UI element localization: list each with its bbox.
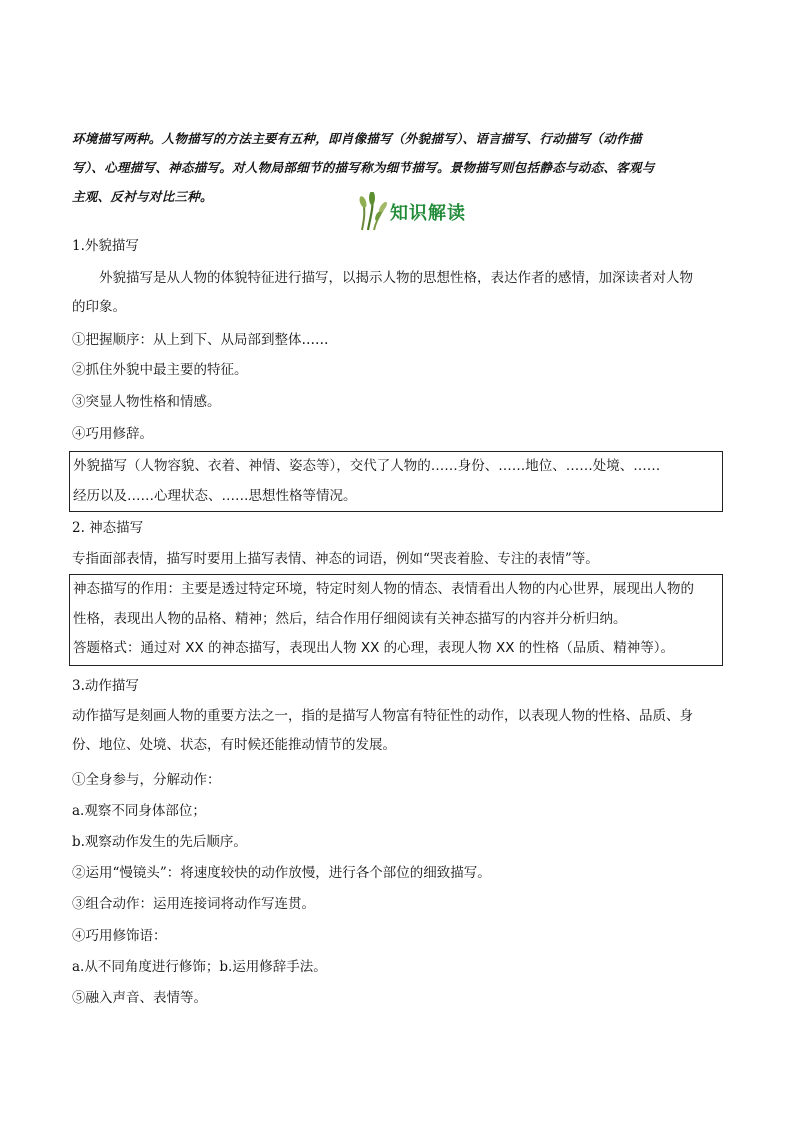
box-line: 答题格式：通过对 XX 的神态描写，表现出人物 XX 的心理，表现人物 XX 的性格（品质、精神等）。 xyxy=(73,640,674,656)
list-item: a.观察不同身体部位； xyxy=(72,803,206,819)
box-line: 性格，表现出人物的品格、精神；然后，结合作用仔细阅读有关神态描写的内容并分析归纳。 xyxy=(73,610,627,627)
section-title xyxy=(356,190,466,234)
appearance-description xyxy=(72,264,722,322)
list-item: ③组合动作：运用连接词将动作写连贯。 xyxy=(72,896,315,912)
list-item: a.从不同角度进行修饰；b.运用修辞手法。 xyxy=(72,959,327,975)
list-item: ③突显人物性格和情感。 xyxy=(72,394,221,410)
list-item: ②抓住外貌中最主要的特征。 xyxy=(72,362,248,378)
list-item: ①把握顺序：从上到下、从局部到整体…… xyxy=(72,332,329,348)
action-description xyxy=(72,702,722,760)
heading-action: 3.动作描写 xyxy=(72,678,139,694)
box-line: 经历以及……心理状态、……思想性格等情况。 xyxy=(73,487,357,504)
paragraph-line: 动作描写是刻画人物的重要方法之一，指的是描写人物富有特征性的动作，以表现人物的性格、品质、身 xyxy=(72,708,693,724)
list-item: b.观察动作发生的先后顺序。 xyxy=(72,834,247,850)
list-item: ②运用“慢镜头”：将速度较快的动作放慢，进行各个部位的细致描写。 xyxy=(72,865,491,881)
box-line: 外貌描写（人物容貌、衣着、神情、姿态等），交代了人物的……身份、……地位、……处境、…… xyxy=(73,458,661,474)
list-item: ④巧用修辞。 xyxy=(72,426,153,442)
appearance-summary-box xyxy=(69,451,723,512)
expression-function-box xyxy=(69,574,723,666)
heading-appearance: 1.外貌描写 xyxy=(72,238,139,254)
paragraph-line: 外貌描写是从人物的体貌特征进行描写，以揭示人物的思想性格，表达作者的感情，加深读者对人物 xyxy=(99,270,693,286)
grass-icon xyxy=(356,192,388,232)
paragraph-line: 的印象。 xyxy=(72,299,126,315)
intro-line: 写）、心理描写、神态描写。对人物局部细节的描写称为细节描写。景物描写则包括静态与动态、客观与 xyxy=(72,160,655,175)
list-item: ⑤融入声音、表情等。 xyxy=(72,990,207,1006)
list-item: ①全身参与，分解动作： xyxy=(72,772,221,788)
intro-line: 环境描写两种。人物描写的方法主要有五种，即肖像描写（外貌描写）、语言描写、行动描写（动作描 xyxy=(72,131,642,146)
section-title-text: 知识解读 xyxy=(390,203,466,224)
box-line: 神态描写的作用：主要是透过特定环境，特定时刻人物的情态、表情看出人物的内心世界，展现出人物的 xyxy=(73,581,694,597)
list-item: ④巧用修饰语： xyxy=(72,928,167,944)
expression-description: 专指面部表情，描写时要用上描写表情、神态的词语，例如“哭丧着脸、专注的表情”等。 xyxy=(72,551,599,567)
heading-expression: 2. 神态描写 xyxy=(72,520,144,536)
intro-line: 主观、反衬与对比三种。 xyxy=(72,189,213,204)
paragraph-line: 份、地位、处境、状态，有时候还能推动情节的发展。 xyxy=(72,737,396,753)
